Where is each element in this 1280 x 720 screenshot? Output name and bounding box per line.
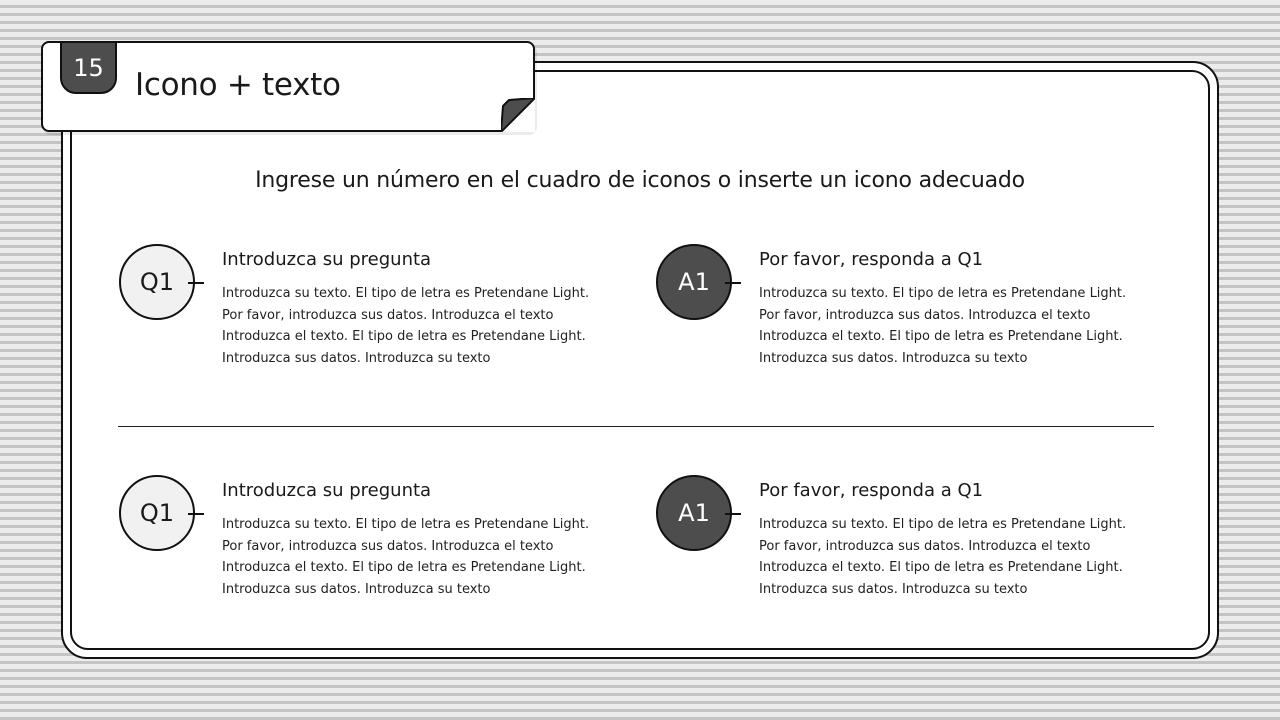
item-heading: Por favor, responda a Q1 bbox=[759, 480, 984, 501]
item-body-line: Por favor, introduzca sus datos. Introduzca el texto bbox=[759, 307, 1091, 323]
page-fold-icon bbox=[501, 98, 535, 132]
item-body-line: Introduzca su texto. El tipo de letra es Pretendane Light. bbox=[222, 286, 590, 301]
item-body bbox=[759, 283, 1169, 370]
item-body-line: Introduzca su texto. El tipo de letra es Pretendane Light. bbox=[222, 517, 590, 532]
item-body-line: Introduzca su texto. El tipo de letra es Pretendane Light. bbox=[759, 517, 1127, 532]
qa-item-question-2 bbox=[118, 474, 638, 614]
connector-tick bbox=[188, 513, 204, 515]
item-body-line: Introduzca el texto. El tipo de letra es Pretendane Light. bbox=[222, 329, 586, 345]
slide-title: Icono + texto bbox=[135, 67, 341, 103]
item-body-line: Introduzca sus datos. Introduzca su texto bbox=[759, 351, 1028, 367]
item-body-line: Introduzca sus datos. Introduzca su texto bbox=[222, 582, 491, 598]
item-body-line: Por favor, introduzca sus datos. Introduzca el texto bbox=[222, 307, 554, 323]
item-heading: Introduzca su pregunta bbox=[222, 249, 432, 270]
question-icon bbox=[119, 475, 195, 551]
question-icon-label: Q1 bbox=[139, 268, 175, 296]
connector-tick bbox=[725, 513, 741, 515]
item-body-line: Introduzca sus datos. Introduzca su texto bbox=[222, 351, 491, 367]
slide-subtitle: Ingrese un número en el cuadro de iconos o inserte un icono adecuado bbox=[255, 168, 1025, 193]
item-body bbox=[222, 514, 632, 601]
connector-tick bbox=[188, 282, 204, 284]
qa-item-question-1 bbox=[118, 243, 638, 383]
answer-icon-label: A1 bbox=[678, 499, 710, 527]
title-tab bbox=[41, 41, 535, 132]
qa-item-answer-2 bbox=[655, 474, 1175, 614]
answer-icon bbox=[656, 475, 732, 551]
item-body-line: Introduzca el texto. El tipo de letra es Pretendane Light. bbox=[759, 329, 1123, 345]
slide-number-badge: 15 bbox=[60, 41, 117, 94]
item-body-line: Introduzca su texto. El tipo de letra es Pretendane Light. bbox=[759, 286, 1127, 301]
qa-item-answer-1 bbox=[655, 243, 1175, 383]
question-icon bbox=[119, 244, 195, 320]
item-body bbox=[222, 283, 632, 370]
connector-tick bbox=[725, 282, 741, 284]
section-divider bbox=[118, 426, 1154, 427]
item-heading: Por favor, responda a Q1 bbox=[759, 249, 984, 270]
item-body bbox=[759, 514, 1169, 601]
item-heading: Introduzca su pregunta bbox=[222, 480, 432, 501]
answer-icon-label: A1 bbox=[678, 268, 710, 296]
question-icon-label: Q1 bbox=[139, 499, 175, 527]
item-body-line: Introduzca el texto. El tipo de letra es Pretendane Light. bbox=[759, 560, 1123, 576]
item-body-line: Introduzca el texto. El tipo de letra es Pretendane Light. bbox=[222, 560, 586, 576]
item-body-line: Por favor, introduzca sus datos. Introduzca el texto bbox=[759, 538, 1091, 554]
answer-icon bbox=[656, 244, 732, 320]
item-body-line: Introduzca sus datos. Introduzca su texto bbox=[759, 582, 1028, 598]
item-body-line: Por favor, introduzca sus datos. Introduzca el texto bbox=[222, 538, 554, 554]
